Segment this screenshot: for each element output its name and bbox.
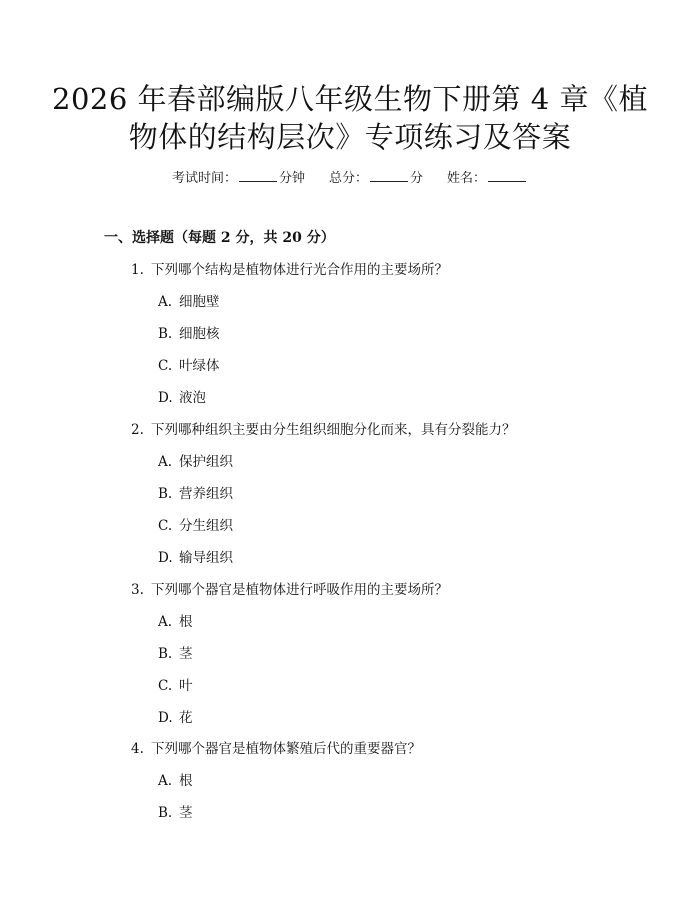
option-letter: A. xyxy=(158,294,173,310)
option-letter: B. xyxy=(158,326,173,342)
question-number: 4. xyxy=(131,741,144,757)
exam-time-field xyxy=(172,171,305,186)
total-score-unit: 分 xyxy=(410,171,424,186)
exam-time-unit: 分钟 xyxy=(278,171,305,186)
option-letter: C. xyxy=(158,678,173,694)
exam-time-label: 考试时间： xyxy=(171,171,237,186)
question-stem: 下列哪种组织主要由分生组织细胞分化而来，具有分裂能力？ xyxy=(151,422,516,438)
question-2-option-a xyxy=(158,454,233,470)
option-text: 细胞壁 xyxy=(179,294,220,310)
option-letter: D. xyxy=(158,710,173,726)
option-text: 根 xyxy=(179,773,193,789)
option-letter: B. xyxy=(158,486,173,502)
student-name-label: 姓名： xyxy=(447,171,487,186)
option-letter: B. xyxy=(158,805,173,821)
option-text: 叶 xyxy=(179,678,193,694)
section-heading: 一、选择题（每题 2 分，共 20 分） xyxy=(104,230,335,246)
question-1-option-d xyxy=(158,390,206,406)
question-1-option-b xyxy=(158,326,220,342)
option-letter: D. xyxy=(158,550,173,566)
total-score-field xyxy=(329,171,423,186)
option-letter: C. xyxy=(158,518,173,534)
question-4 xyxy=(131,741,421,757)
option-text: 液泡 xyxy=(179,390,206,406)
option-text: 分生组织 xyxy=(179,518,233,534)
option-text: 保护组织 xyxy=(179,454,233,470)
option-text: 营养组织 xyxy=(179,486,233,502)
option-letter: B. xyxy=(158,646,173,662)
option-text: 叶绿体 xyxy=(179,358,220,374)
option-text: 输导组织 xyxy=(179,550,233,566)
question-stem: 下列哪个器官是植物体进行呼吸作用的主要场所？ xyxy=(151,582,448,598)
option-text: 根 xyxy=(179,614,193,630)
total-score-label: 总分： xyxy=(328,171,368,186)
question-1-option-a xyxy=(158,294,220,310)
question-3 xyxy=(131,582,448,598)
question-4-option-b xyxy=(158,805,193,821)
question-number: 3. xyxy=(131,582,144,598)
total-score-blank xyxy=(370,180,408,182)
option-text: 花 xyxy=(179,710,193,726)
document-title-line-2: 物体的结构层次》专项练习及答案 xyxy=(128,120,572,154)
option-text: 茎 xyxy=(179,805,193,821)
question-2 xyxy=(131,422,516,438)
question-number: 1. xyxy=(131,262,144,278)
option-letter: A. xyxy=(158,454,173,470)
exam-time-blank xyxy=(239,180,277,182)
question-1 xyxy=(131,262,448,278)
exam-info-row xyxy=(0,171,700,187)
option-text: 细胞核 xyxy=(179,326,220,342)
question-stem: 下列哪个结构是植物体进行光合作用的主要场所？ xyxy=(151,262,448,278)
option-letter: C. xyxy=(158,358,173,374)
question-1-option-c xyxy=(158,358,220,374)
student-name-field xyxy=(447,171,528,186)
question-2-option-b xyxy=(158,486,233,502)
option-letter: A. xyxy=(158,614,173,630)
question-3-option-c xyxy=(158,678,193,694)
question-2-option-c xyxy=(158,518,233,534)
question-number: 2. xyxy=(131,422,144,438)
option-letter: D. xyxy=(158,390,173,406)
question-3-option-b xyxy=(158,646,193,662)
question-3-option-a xyxy=(158,614,193,630)
question-4-option-a xyxy=(158,773,193,789)
question-stem: 下列哪个器官是植物体繁殖后代的重要器官？ xyxy=(151,741,421,757)
question-3-option-d xyxy=(158,710,193,726)
option-letter: A. xyxy=(158,773,173,789)
option-text: 茎 xyxy=(179,646,193,662)
student-name-blank xyxy=(488,180,526,182)
document-title-line-1: 2026 年春部编版八年级生物下册第 4 章《植 xyxy=(52,82,648,116)
question-2-option-d xyxy=(158,550,233,566)
